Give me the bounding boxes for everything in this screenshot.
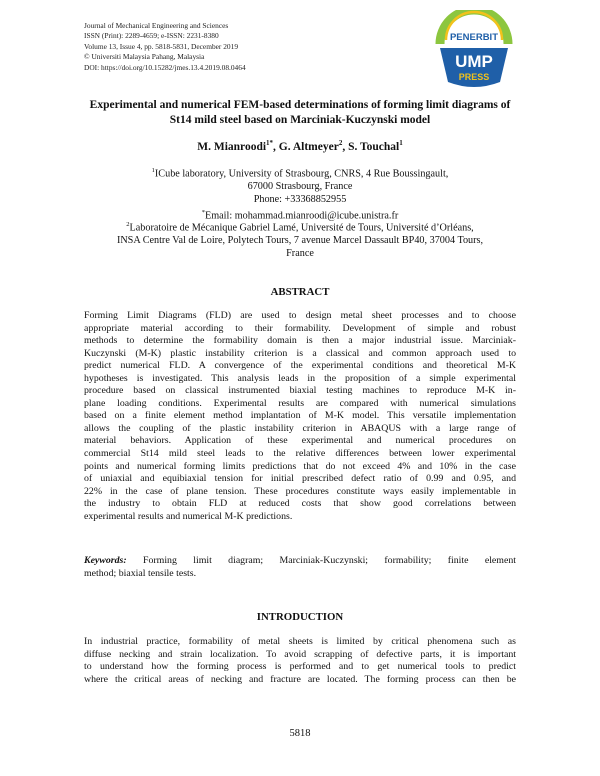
author-marker: 1 xyxy=(399,139,403,147)
journal-header xyxy=(84,21,414,73)
affiliation-2-line-3: France xyxy=(286,248,314,260)
abstract-line: plane loading conditions. Experimental results are compared with numerical simulations xyxy=(84,397,516,409)
affiliation-marker: 2 xyxy=(126,221,130,228)
abstract-line: predict numerical FLD. A convergence of the experimental conditions and theoretical M-K xyxy=(84,360,516,372)
abstract-line: allows the coupling of the plastic instability criterion in ABAQUS with a large range of xyxy=(84,422,516,434)
keywords-label: Keywords: xyxy=(84,555,127,566)
ump-press-logo xyxy=(430,10,518,94)
introduction-heading: INTRODUCTION xyxy=(256,611,344,623)
journal-doi: DOI: https://doi.org/10.15282/jmes.13.4.2019.08.0464 xyxy=(84,62,246,72)
abstract-line: methods to determine the formability domain is then a major industrial issue. Marciniak- xyxy=(84,335,516,347)
abstract-line: points and numerical forming limits predictions that do not exceed 4% and 10% in the case xyxy=(84,460,516,472)
affiliation-2-line-1: Laboratoire de Mécanique Gabriel Lamé, Université de Tours, Université d’Orléans, xyxy=(129,222,474,234)
journal-copyright: © Universiti Malaysia Pahang, Malaysia xyxy=(84,52,205,62)
introduction-body xyxy=(84,636,516,686)
abstract-line: experimental results and numerical M-K predictions. xyxy=(84,510,293,522)
author-marker: 2 xyxy=(338,139,343,147)
affiliation-1-phone: Phone: +33368852955 xyxy=(253,194,347,206)
email-marker: * xyxy=(201,209,205,217)
abstract-line: commercial St14 mild steel leads to the relative differences between lower experimental xyxy=(84,448,516,460)
abstract-line: Forming Limit Diagrams (FLD) are used to design metal sheet processes and to choose xyxy=(84,310,516,321)
abstract-body xyxy=(84,310,516,523)
author-name: G. Altmeyer xyxy=(278,140,339,153)
intro-line: to understand how the forming process is performed and to get numerical tools to predict xyxy=(84,661,516,673)
author-marker: 1* xyxy=(266,139,274,147)
abstract-heading: ABSTRACT xyxy=(270,286,330,298)
affiliation-1 xyxy=(70,164,530,223)
abstract-line: the industry to obtain FLD at reduced costs that show good correlations between xyxy=(84,498,516,510)
keywords-text-continued: method; biaxial tensile tests. xyxy=(84,567,197,579)
journal-issn: ISSN (Print): 2289-4659; e-ISSN: 2231-8380 xyxy=(84,31,219,41)
affiliation-marker: 1 xyxy=(151,167,155,174)
abstract-line: of uniaxial and equibiaxial tension for initial prescribed defect ratio of 0.99 and 0.95, and xyxy=(84,473,516,485)
paper-title-line-1: Experimental and numerical FEM-based determinations of forming limit diagrams of xyxy=(89,99,511,111)
affiliation-2 xyxy=(70,218,530,260)
author-name: M. Mianroodi xyxy=(197,140,267,153)
page-number: 5818 xyxy=(289,728,311,739)
author-list xyxy=(70,139,530,153)
abstract-line: hypotheses is investigated. This analysis leads in the proposition of a simple experimental xyxy=(84,372,516,384)
paper-title-line-2: St14 mild steel based on Marciniak-Kuczynski model xyxy=(169,113,431,126)
paper-title xyxy=(70,98,530,127)
abstract-line: based on a finite element method implantation of M-K model. This versatile implementation xyxy=(84,410,516,422)
affiliation-1-line-2: 67000 Strasbourg, France xyxy=(247,181,353,193)
abstract-line: procedure based on classical instrumented biaxial testing machines to reproduce M-K in- xyxy=(84,385,516,397)
author-separator: , xyxy=(273,140,279,153)
intro-line: diffuse necking and strain localization. To avoid scrapping of defective parts, it is important xyxy=(84,648,516,660)
intro-line: In industrial practice, formability of metal sheets is limited by critical phenomena such as xyxy=(84,636,516,647)
journal-name: Journal of Mechanical Engineering and Sciences xyxy=(84,21,229,30)
affiliation-2-line-2: INSA Centre Val de Loire, Polytech Tours, 7 avenue Marcel Dassault BP40, 37004 Tours, xyxy=(116,235,484,247)
intro-line: where the critical areas of necking and fracture are located. The forming process can then be xyxy=(84,673,516,685)
keywords-text: Forming limit diagram; Marciniak-Kuczynski; formability; finite element xyxy=(126,555,516,566)
author-name: S. Touchal xyxy=(348,140,400,153)
affiliation-1-line-1: ICube laboratory, University of Strasbourg, CNRS, 4 Rue Boussingault, xyxy=(154,168,449,180)
abstract-line: 22% in the case of plane tension. These procedures constitute ways easily implementable in xyxy=(84,485,516,497)
abstract-line: Kuczynski (M-K) plastic instability criterion is a classical and common approach used to xyxy=(84,347,516,359)
logo-main-text: UMP xyxy=(455,52,493,71)
abstract-line: appropriate material according to their formability. Development of simple and robust xyxy=(84,322,516,334)
corresponding-email: Email: mohammad.mianroodi@icube.unistra.fr xyxy=(204,210,399,222)
logo-bottom-text: PRESS xyxy=(458,72,490,82)
journal-volume: Volume 13, Issue 4, pp. 5818-5831, December 2019 xyxy=(84,41,239,51)
keywords xyxy=(84,555,516,580)
logo-top-text: PENERBIT xyxy=(449,32,499,43)
author-separator: , xyxy=(342,140,349,153)
abstract-line: material behaviors. Application of these experimental and numerical procedures on xyxy=(84,435,516,447)
